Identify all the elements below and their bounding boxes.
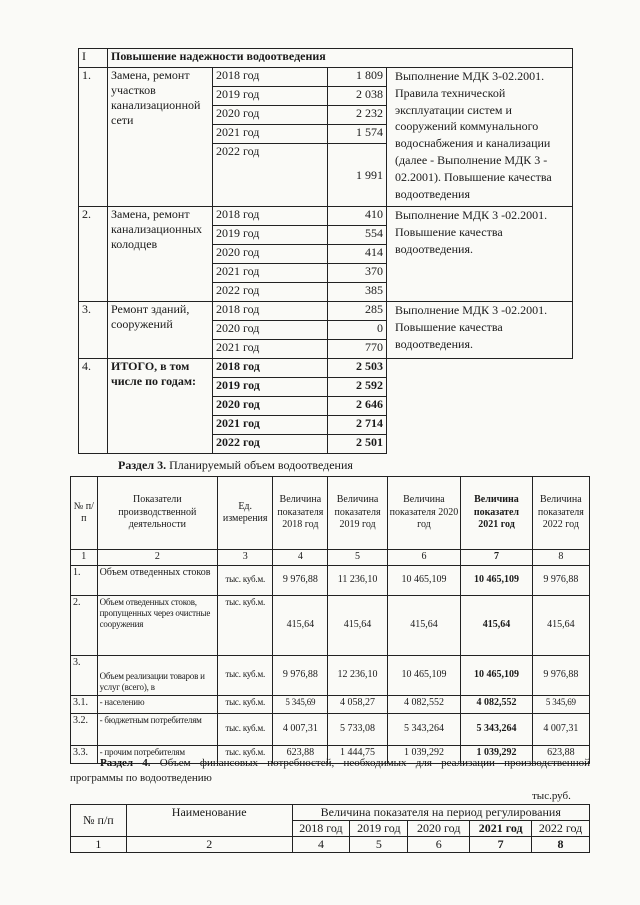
table-row bbox=[71, 595, 590, 655]
col-num: 3 bbox=[218, 550, 273, 566]
finance-table bbox=[70, 804, 590, 853]
col-num: 1 bbox=[71, 837, 127, 853]
cell: 415,64 bbox=[532, 595, 589, 655]
cell: 4 082,552 bbox=[461, 695, 533, 713]
cell: 415,64 bbox=[387, 595, 461, 655]
cell: 9 976,88 bbox=[273, 565, 328, 595]
year-cell: 2020 год bbox=[213, 321, 328, 340]
item-name: Замена, ремонт участков канализационной сети bbox=[108, 68, 213, 207]
volume-table bbox=[70, 476, 590, 764]
year-cell: 2018 год bbox=[213, 68, 328, 87]
table-row bbox=[71, 695, 590, 713]
col-num: 2 bbox=[97, 550, 218, 566]
value-cell: 1 991 bbox=[328, 144, 387, 207]
row-unit: тыс. куб.м. bbox=[218, 713, 273, 745]
item-num: 2. bbox=[79, 207, 108, 302]
total-label: ИТОГО, в том числе по годам: bbox=[108, 359, 213, 454]
value-cell: 770 bbox=[328, 340, 387, 359]
row-num: 2. bbox=[71, 595, 98, 655]
col-num: 1 bbox=[71, 550, 98, 566]
header-period: Величина показателя на период регулирования bbox=[292, 805, 589, 821]
year-cell: 2020 год bbox=[213, 106, 328, 125]
col-num: 8 bbox=[532, 837, 590, 853]
col-num: 8 bbox=[532, 550, 589, 566]
row-name: - бюджетным потребителям bbox=[97, 713, 218, 745]
value-cell: 0 bbox=[328, 321, 387, 340]
row-unit: тыс. куб.м. bbox=[218, 745, 273, 763]
header-2018: Величина показателя 2018 год bbox=[273, 477, 328, 550]
cell: 1 039,292 bbox=[387, 745, 461, 763]
year-header: 2022 год bbox=[532, 821, 590, 837]
header-unit: Ед. измерения bbox=[218, 477, 273, 550]
section-num: I bbox=[79, 49, 108, 68]
cell: 415,64 bbox=[328, 595, 387, 655]
value-cell: 2 232 bbox=[328, 106, 387, 125]
item-name: Замена, ремонт канализационных колодцев bbox=[108, 207, 213, 302]
item-num: 4. bbox=[79, 359, 108, 454]
row-num: 3.2. bbox=[71, 713, 98, 745]
cell: 1 444,75 bbox=[328, 745, 387, 763]
value-cell: 285 bbox=[328, 302, 387, 321]
cell: 623,88 bbox=[532, 745, 589, 763]
item-note bbox=[387, 359, 573, 454]
table-row bbox=[71, 565, 590, 595]
item-note: Выполнение МДК 3-02.2001. Правила технической эксплуатации систем и сооружений коммунального водоснабжения и канализации (далее - Выполнение МДК 3 - 02.2001). Повышение качества водоотведения bbox=[387, 68, 573, 207]
row-num: 3. bbox=[71, 655, 98, 695]
cell: 623,88 bbox=[273, 745, 328, 763]
cell: 5 343,264 bbox=[461, 713, 533, 745]
item-num: 1. bbox=[79, 68, 108, 207]
value-cell: 410 bbox=[328, 207, 387, 226]
section4-heading bbox=[70, 756, 590, 787]
value-cell: 1 574 bbox=[328, 125, 387, 144]
section3-label: Раздел 3. bbox=[118, 458, 167, 472]
year-cell: 2018 год bbox=[213, 207, 328, 226]
value-cell: 1 809 bbox=[328, 68, 387, 87]
unit-label: тыс.руб. bbox=[532, 790, 571, 802]
year-cell: 2022 год bbox=[213, 435, 328, 454]
cell: 4 082,552 bbox=[387, 695, 461, 713]
value-cell: 2 501 bbox=[328, 435, 387, 454]
header-2019: Величина показателя 2019 год bbox=[328, 477, 387, 550]
value-cell: 2 503 bbox=[328, 359, 387, 378]
year-cell: 2021 год bbox=[213, 264, 328, 283]
year-cell: 2018 год bbox=[213, 302, 328, 321]
row-name: Объем реализации товаров и услуг (всего), в bbox=[97, 655, 218, 695]
col-num: 6 bbox=[408, 837, 470, 853]
item-note: Выполнение МДК 3 -02.2001. Повышение качества водоотведения. bbox=[387, 207, 573, 302]
cell: 4 058,27 bbox=[328, 695, 387, 713]
year-header: 2018 год bbox=[292, 821, 350, 837]
cell: 10 465,109 bbox=[461, 565, 533, 595]
cell: 415,64 bbox=[461, 595, 533, 655]
section3-heading bbox=[118, 458, 353, 473]
row-unit: тыс. куб.м. bbox=[218, 565, 273, 595]
header-indicator: Показатели производственной деятельности bbox=[97, 477, 218, 550]
section4-title: Объем финансовых потребностей, необходимых для реализации производственной программы по водоотведению bbox=[70, 757, 591, 785]
year-cell: 2019 год bbox=[213, 378, 328, 397]
row-num: 3.3. bbox=[71, 745, 98, 763]
section4-label: Раздел 4. bbox=[100, 757, 151, 769]
col-num: 2 bbox=[126, 837, 292, 853]
col-num: 4 bbox=[273, 550, 328, 566]
item-note: Выполнение МДК 3 -02.2001. Повышение качества водоотведения. bbox=[387, 302, 573, 359]
cell: 5 343,264 bbox=[387, 713, 461, 745]
cell: 9 976,88 bbox=[273, 655, 328, 695]
cell: 5 345,69 bbox=[273, 695, 328, 713]
cell: 5 345,69 bbox=[532, 695, 589, 713]
value-cell: 2 592 bbox=[328, 378, 387, 397]
value-cell: 2 646 bbox=[328, 397, 387, 416]
year-cell: 2022 год bbox=[213, 144, 328, 207]
cell: 10 465,109 bbox=[387, 655, 461, 695]
col-num: 5 bbox=[328, 550, 387, 566]
table-row bbox=[71, 713, 590, 745]
year-cell: 2022 год bbox=[213, 283, 328, 302]
cell: 11 236,10 bbox=[328, 565, 387, 595]
reliability-table bbox=[78, 48, 573, 454]
year-cell: 2019 год bbox=[213, 87, 328, 106]
cell: 10 465,109 bbox=[387, 565, 461, 595]
col-num: 7 bbox=[470, 837, 532, 853]
col-num: 6 bbox=[387, 550, 461, 566]
row-name: Объем отведенных стоков, пропущенных через очистные сооружения bbox=[97, 595, 218, 655]
year-cell: 2018 год bbox=[213, 359, 328, 378]
header-num: № п/п bbox=[71, 477, 98, 550]
value-cell: 414 bbox=[328, 245, 387, 264]
item-num: 3. bbox=[79, 302, 108, 359]
col-num: 4 bbox=[292, 837, 350, 853]
year-header: 2020 год bbox=[408, 821, 470, 837]
cell: 10 465,109 bbox=[461, 655, 533, 695]
row-num: 1. bbox=[71, 565, 98, 595]
header-2021: Величина показател 2021 год bbox=[461, 477, 533, 550]
row-unit: тыс. куб.м. bbox=[218, 655, 273, 695]
section-title: Повышение надежности водоотведения bbox=[108, 49, 387, 68]
year-cell: 2021 год bbox=[213, 125, 328, 144]
row-name: Объем отведенных стоков bbox=[97, 565, 218, 595]
header-2020: Величина показателя 2020 год bbox=[387, 477, 461, 550]
cell: 9 976,88 bbox=[532, 565, 589, 595]
header-2022: Величина показателя 2022 год bbox=[532, 477, 589, 550]
year-cell: 2019 год bbox=[213, 226, 328, 245]
item-name: Ремонт зданий, сооружений bbox=[108, 302, 213, 359]
col-num: 5 bbox=[350, 837, 408, 853]
header-num: № п/п bbox=[71, 805, 127, 837]
cell: 4 007,31 bbox=[273, 713, 328, 745]
value-cell: 385 bbox=[328, 283, 387, 302]
table-row bbox=[71, 655, 590, 695]
cell: 12 236,10 bbox=[328, 655, 387, 695]
row-unit: тыс. куб.м. bbox=[218, 695, 273, 713]
value-cell: 554 bbox=[328, 226, 387, 245]
cell: 5 733,08 bbox=[328, 713, 387, 745]
cell: 9 976,88 bbox=[532, 655, 589, 695]
year-header: 2019 год bbox=[350, 821, 408, 837]
year-header: 2021 год bbox=[470, 821, 532, 837]
cell: 4 007,31 bbox=[532, 713, 589, 745]
year-cell: 2021 год bbox=[213, 416, 328, 435]
row-num: 3.1. bbox=[71, 695, 98, 713]
value-cell: 370 bbox=[328, 264, 387, 283]
year-cell: 2021 год bbox=[213, 340, 328, 359]
cell: 415,64 bbox=[273, 595, 328, 655]
row-name: - населению bbox=[97, 695, 218, 713]
section3-title: Планируемый объем водоотведения bbox=[169, 458, 353, 472]
cell: 1 039,292 bbox=[461, 745, 533, 763]
header-name: Наименование bbox=[126, 805, 292, 837]
year-cell: 2020 год bbox=[213, 245, 328, 264]
row-name: - прочим потребителям bbox=[97, 745, 218, 763]
value-cell: 2 714 bbox=[328, 416, 387, 435]
col-num: 7 bbox=[461, 550, 533, 566]
row-unit: тыс. куб.м. bbox=[218, 595, 273, 655]
value-cell: 2 038 bbox=[328, 87, 387, 106]
year-cell: 2020 год bbox=[213, 397, 328, 416]
